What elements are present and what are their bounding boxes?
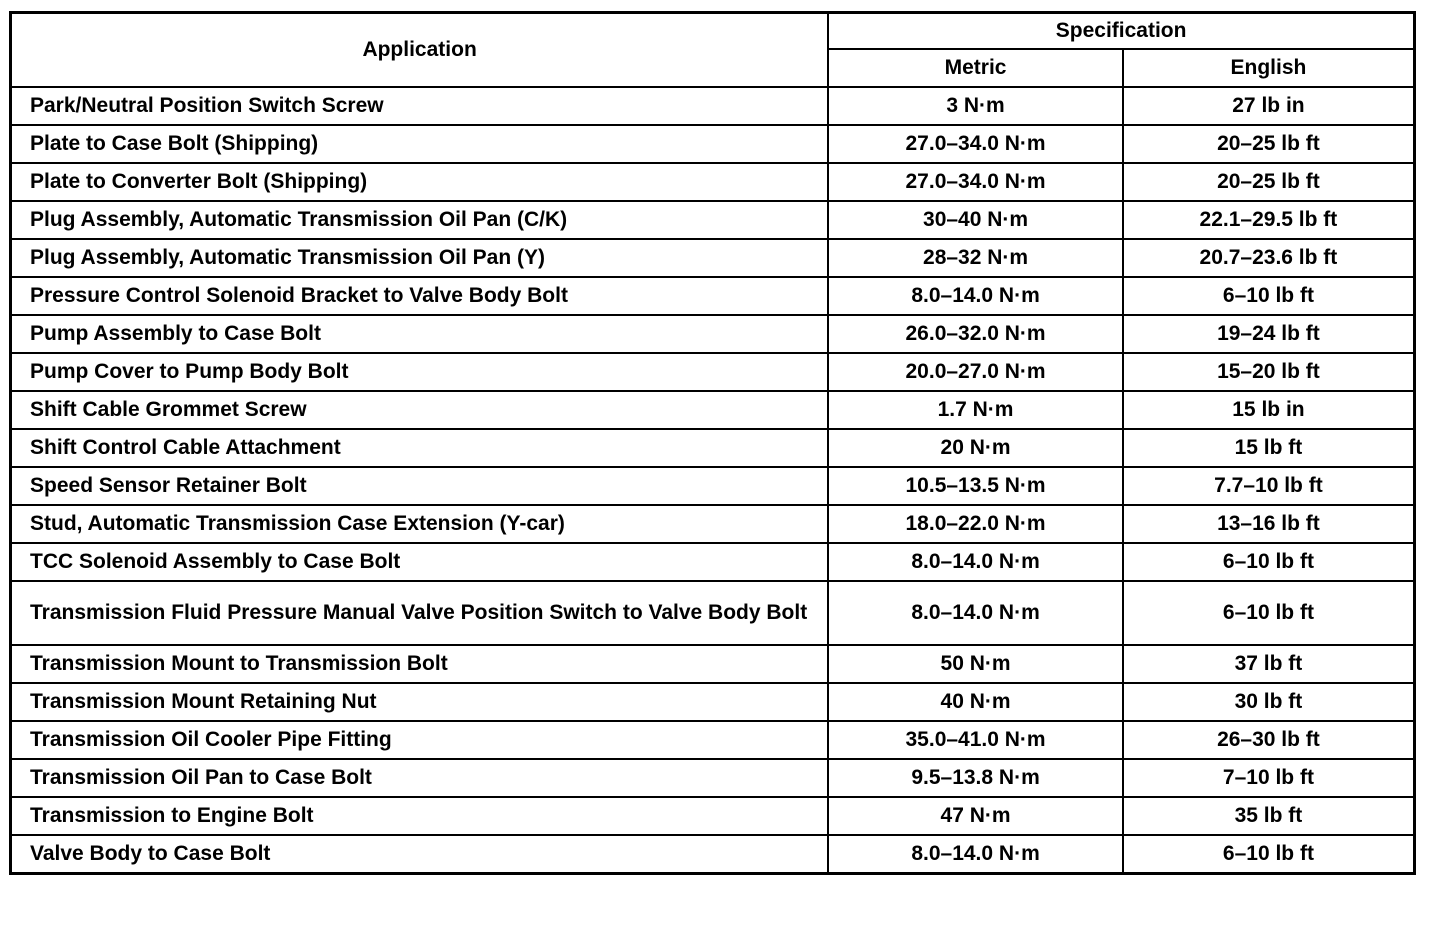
cell-english: 20–25 lb ft xyxy=(1123,125,1415,163)
table-row xyxy=(11,645,1415,683)
cell-english: 20–25 lb ft xyxy=(1123,163,1415,201)
cell-english: 19–24 lb ft xyxy=(1123,315,1415,353)
table-row xyxy=(11,835,1415,874)
cell-metric: 8.0–14.0 N·m xyxy=(828,543,1123,581)
table-row xyxy=(11,391,1415,429)
cell-english: 6–10 lb ft xyxy=(1123,581,1415,645)
cell-application: Plug Assembly, Automatic Transmission Oil Pan (C/K) xyxy=(11,201,829,239)
torque-spec-table xyxy=(9,11,1416,875)
table-row xyxy=(11,277,1415,315)
cell-metric: 28–32 N·m xyxy=(828,239,1123,277)
cell-english: 22.1–29.5 lb ft xyxy=(1123,201,1415,239)
cell-application: Shift Cable Grommet Screw xyxy=(11,391,829,429)
table-row xyxy=(11,125,1415,163)
cell-english: 20.7–23.6 lb ft xyxy=(1123,239,1415,277)
cell-application: Transmission Mount Retaining Nut xyxy=(11,683,829,721)
cell-metric: 1.7 N·m xyxy=(828,391,1123,429)
table-row xyxy=(11,315,1415,353)
cell-metric: 8.0–14.0 N·m xyxy=(828,277,1123,315)
cell-metric: 8.0–14.0 N·m xyxy=(828,581,1123,645)
cell-english: 6–10 lb ft xyxy=(1123,543,1415,581)
cell-metric: 27.0–34.0 N·m xyxy=(828,125,1123,163)
cell-english: 15 lb ft xyxy=(1123,429,1415,467)
cell-application: Transmission to Engine Bolt xyxy=(11,797,829,835)
cell-metric: 47 N·m xyxy=(828,797,1123,835)
cell-english: 13–16 lb ft xyxy=(1123,505,1415,543)
cell-metric: 30–40 N·m xyxy=(828,201,1123,239)
table-body xyxy=(11,87,1415,874)
table-row xyxy=(11,797,1415,835)
cell-metric: 20.0–27.0 N·m xyxy=(828,353,1123,391)
table-row xyxy=(11,721,1415,759)
cell-application: Pump Assembly to Case Bolt xyxy=(11,315,829,353)
cell-metric: 10.5–13.5 N·m xyxy=(828,467,1123,505)
cell-application: Plate to Case Bolt (Shipping) xyxy=(11,125,829,163)
cell-metric: 9.5–13.8 N·m xyxy=(828,759,1123,797)
cell-application: Plug Assembly, Automatic Transmission Oil Pan (Y) xyxy=(11,239,829,277)
cell-application: Transmission Mount to Transmission Bolt xyxy=(11,645,829,683)
table-row xyxy=(11,683,1415,721)
table-row xyxy=(11,163,1415,201)
cell-application: TCC Solenoid Assembly to Case Bolt xyxy=(11,543,829,581)
cell-english: 37 lb ft xyxy=(1123,645,1415,683)
cell-metric: 8.0–14.0 N·m xyxy=(828,835,1123,874)
header-application: Application xyxy=(11,13,829,87)
cell-application: Speed Sensor Retainer Bolt xyxy=(11,467,829,505)
cell-english: 7.7–10 lb ft xyxy=(1123,467,1415,505)
cell-english: 6–10 lb ft xyxy=(1123,277,1415,315)
cell-application: Pressure Control Solenoid Bracket to Valve Body Bolt xyxy=(11,277,829,315)
cell-application: Transmission Fluid Pressure Manual Valve Position Switch to Valve Body Bolt xyxy=(11,581,829,645)
cell-application: Pump Cover to Pump Body Bolt xyxy=(11,353,829,391)
cell-english: 26–30 lb ft xyxy=(1123,721,1415,759)
cell-english: 7–10 lb ft xyxy=(1123,759,1415,797)
cell-metric: 40 N·m xyxy=(828,683,1123,721)
header-specification: Specification xyxy=(828,13,1414,49)
cell-application: Transmission Oil Cooler Pipe Fitting xyxy=(11,721,829,759)
cell-metric: 18.0–22.0 N·m xyxy=(828,505,1123,543)
cell-metric: 3 N·m xyxy=(828,87,1123,125)
cell-english: 35 lb ft xyxy=(1123,797,1415,835)
cell-english: 6–10 lb ft xyxy=(1123,835,1415,874)
cell-metric: 20 N·m xyxy=(828,429,1123,467)
table-row xyxy=(11,429,1415,467)
table-row xyxy=(11,87,1415,125)
cell-metric: 26.0–32.0 N·m xyxy=(828,315,1123,353)
cell-english: 15 lb in xyxy=(1123,391,1415,429)
table-row xyxy=(11,759,1415,797)
cell-application: Shift Control Cable Attachment xyxy=(11,429,829,467)
table-row xyxy=(11,467,1415,505)
cell-application: Transmission Oil Pan to Case Bolt xyxy=(11,759,829,797)
table-row xyxy=(11,353,1415,391)
table-row xyxy=(11,505,1415,543)
cell-application: Valve Body to Case Bolt xyxy=(11,835,829,874)
cell-application: Stud, Automatic Transmission Case Extension (Y-car) xyxy=(11,505,829,543)
header-english: English xyxy=(1123,49,1415,87)
cell-metric: 50 N·m xyxy=(828,645,1123,683)
table-row xyxy=(11,239,1415,277)
table-row xyxy=(11,543,1415,581)
cell-metric: 35.0–41.0 N·m xyxy=(828,721,1123,759)
cell-english: 27 lb in xyxy=(1123,87,1415,125)
cell-english: 15–20 lb ft xyxy=(1123,353,1415,391)
table-header xyxy=(11,13,1415,87)
cell-application: Plate to Converter Bolt (Shipping) xyxy=(11,163,829,201)
table-row xyxy=(11,201,1415,239)
cell-english: 30 lb ft xyxy=(1123,683,1415,721)
table-row xyxy=(11,581,1415,645)
cell-application: Park/Neutral Position Switch Screw xyxy=(11,87,829,125)
header-metric: Metric xyxy=(828,49,1123,87)
cell-metric: 27.0–34.0 N·m xyxy=(828,163,1123,201)
